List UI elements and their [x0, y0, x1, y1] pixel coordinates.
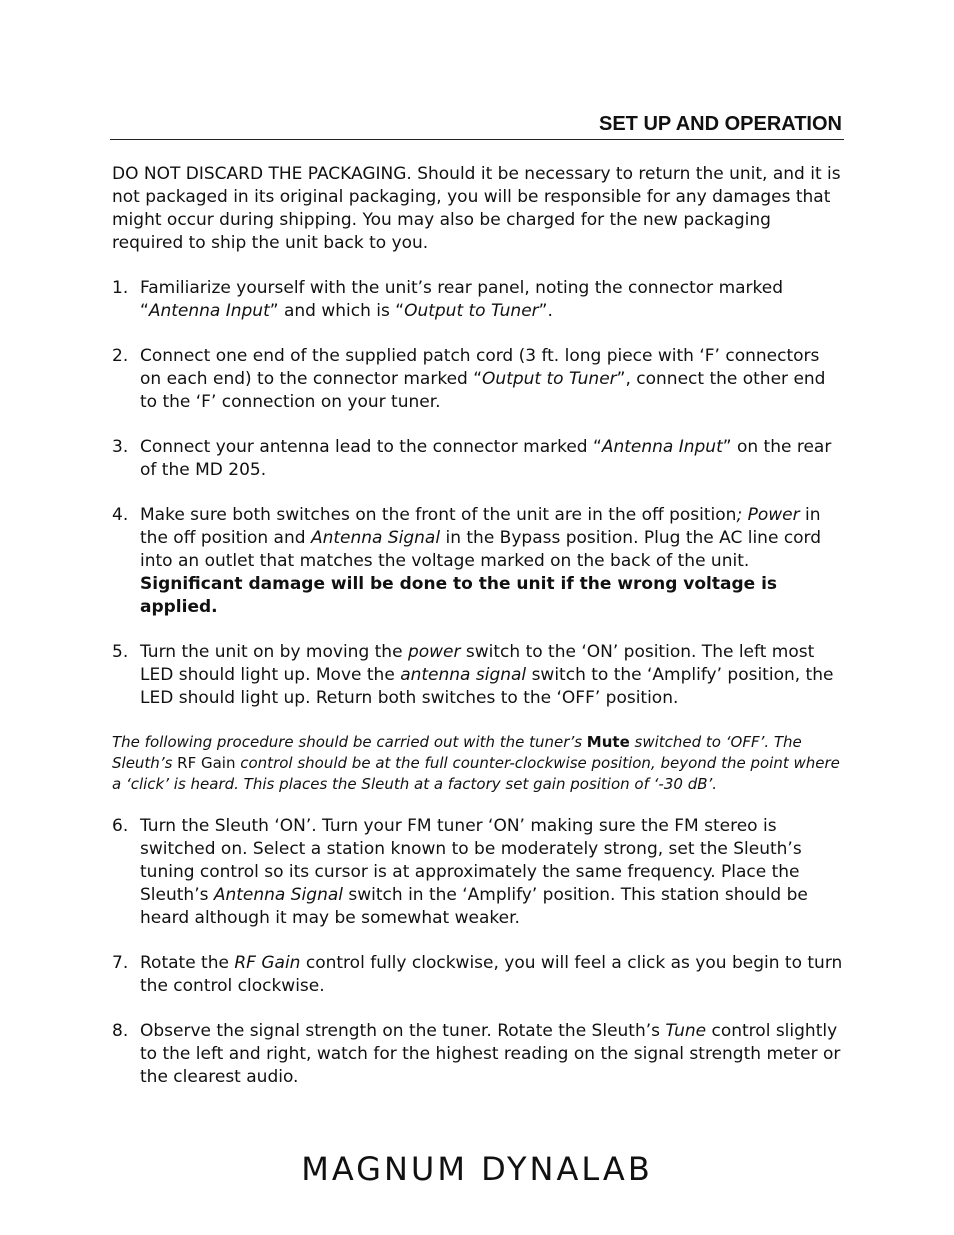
step-3	[112, 436, 844, 482]
step-italic-term: antenna signal	[400, 665, 527, 685]
voltage-warning: Significant damage will be done to the unit if the wrong voltage is applied.	[140, 574, 778, 617]
step-text	[140, 1020, 844, 1089]
step-italic-term: Output to Tuner	[404, 301, 539, 321]
procedure-note	[112, 732, 844, 795]
step-7	[112, 952, 844, 998]
step-text-segment: control slightly to the left and right, watch for the highest reading on the signal strength meter or the clearest audio.	[140, 1021, 841, 1087]
step-text-segment: ” on the rear of the MD 205.	[140, 437, 832, 480]
step-number: 5.	[112, 642, 129, 662]
step-text	[140, 641, 844, 710]
note-text-segment: switched to ‘OFF’. The Sleuth’s	[112, 733, 802, 772]
step-text-segment: Turn the unit on by moving the	[140, 642, 408, 662]
step-6	[112, 815, 844, 930]
step-text	[140, 952, 844, 998]
step-number: 8.	[112, 1021, 129, 1041]
step-text	[140, 504, 844, 619]
note-rfgain-term: RF Gain	[177, 754, 236, 772]
step-number: 3.	[112, 437, 129, 457]
step-text-segment: Make sure both switches on the front of the unit are in the off position	[140, 505, 737, 525]
step-5	[112, 641, 844, 710]
step-text-segment: Connect your antenna lead to the connector marked “	[140, 437, 602, 457]
step-text-segment: ”, connect the other end to the ‘F’ connection on your tuner.	[140, 369, 826, 412]
step-italic-term: Antenna Signal	[213, 885, 343, 905]
note-text-segment: control should be at the full counter-clockwise position, beyond the point where a ‘click’ is heard. This places the Sleuth at a factory set gain position of ‘-30 dB’.	[112, 754, 840, 793]
brand-logo: MAGNUM DYNALAB	[301, 1150, 653, 1188]
step-number: 7.	[112, 953, 129, 973]
note-text-segment: The following procedure should be carried out with the tuner’s	[112, 733, 587, 751]
step-text-segment: in the off position and	[140, 505, 821, 548]
step-italic-term: ; Power	[736, 505, 800, 525]
intro-paragraph: DO NOT DISCARD THE PACKAGING. Should it be necessary to return the unit, and it is not packaged in its original packaging, you will be responsible for any damages that might occur during shipping. You may also be charged for the new packaging required to ship the unit back to you.	[112, 164, 841, 253]
step-italic-term: Antenna Signal	[310, 528, 441, 548]
document-body	[112, 163, 844, 1111]
step-8	[112, 1020, 844, 1089]
step-text-segment: switch in the ‘Amplify’ position. This station should be heard although it may be somewhat weaker.	[140, 885, 808, 928]
step-text-segment: switch to the ‘Amplify’ position, the LED should light up. Return both switches to the ‘OFF’ position.	[140, 665, 834, 708]
step-1	[112, 277, 844, 323]
step-italic-term: Antenna Input	[601, 437, 723, 457]
step-text-segment: control fully clockwise, you will feel a click as you begin to turn the control clockwise.	[140, 953, 843, 996]
step-4	[112, 504, 844, 619]
step-text-segment: Connect one end of the supplied patch cord (3 ft. long piece with ‘F’ connectors on each end) to the connector marked “	[140, 346, 820, 389]
step-number: 4.	[112, 505, 129, 525]
step-text-segment: ” and which is “	[269, 301, 405, 321]
page-title: SET UP AND OPERATION	[599, 113, 842, 135]
step-italic-term: RF Gain	[234, 953, 301, 973]
step-text	[140, 436, 844, 482]
step-text-segment: Familiarize yourself with the unit’s rear panel, noting the connector marked “	[140, 278, 784, 321]
step-italic-term: Antenna Input	[148, 301, 270, 321]
step-text-segment: Observe the signal strength on the tuner. Rotate the Sleuth’s	[140, 1021, 666, 1041]
step-text-segment: in the Bypass position. Plug the AC line cord into an outlet that matches the voltage marked on the back of the unit.	[140, 528, 822, 571]
note-mute-term: Mute	[586, 733, 630, 751]
step-text-segment: Turn the Sleuth ‘ON’. Turn your FM tuner ‘ON’ making sure the FM stereo is switched on. Select a station known to be moderately strong, set the Sleuth’s tuning control so its cursor is at approximately the same frequency. Place the Sleuth’s	[140, 816, 802, 905]
step-text	[140, 345, 844, 414]
step-text	[140, 277, 844, 323]
step-text-segment: ”.	[538, 301, 553, 321]
step-italic-term: power	[407, 642, 461, 662]
step-text-segment: Rotate the	[140, 953, 235, 973]
step-number: 2.	[112, 346, 129, 366]
header-divider	[110, 139, 844, 140]
step-number: 1.	[112, 278, 129, 298]
step-italic-term: Output to Tuner	[482, 369, 617, 389]
step-text	[140, 815, 844, 930]
step-italic-term: Tune	[665, 1021, 707, 1041]
step-2	[112, 345, 844, 414]
step-text-segment: switch to the ‘ON’ position. The left most LED should light up. Move the	[140, 642, 815, 685]
step-number: 6.	[112, 816, 129, 836]
